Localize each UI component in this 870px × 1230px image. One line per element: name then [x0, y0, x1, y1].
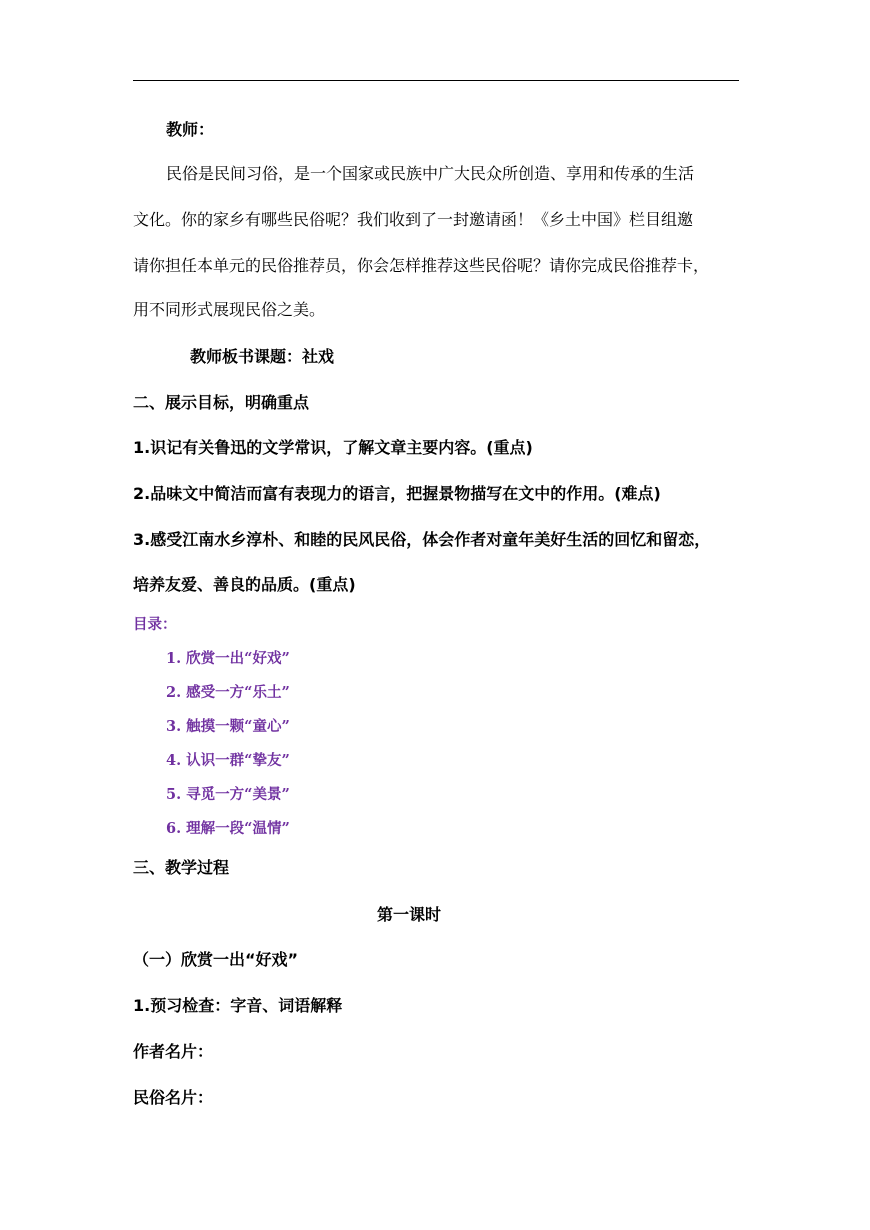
- header-rule: [133, 80, 739, 81]
- intro-paragraph-line-1: 民俗是民间习俗，是一个国家或民族中广大民众所创造、享用和传承的生活: [166, 164, 695, 183]
- intro-paragraph-line-4: 用不同形式展现民俗之美。: [133, 300, 326, 319]
- board-title: 教师板书课题：社戏: [190, 347, 335, 366]
- toc-label: 目录：: [133, 616, 177, 633]
- goal-3: 3.感受江南水乡淳朴、和睦的民风民俗，体会作者对童年美好生活的回忆和留恋，: [133, 530, 711, 549]
- toc-item-1[interactable]: 1. 欣赏一出“好戏”: [166, 650, 290, 667]
- author-card-label: 作者名片：: [133, 1042, 214, 1061]
- preview-check: 1.预习检查：字音、词语解释: [133, 996, 343, 1015]
- toc-item-6[interactable]: 6. 理解一段“温情”: [166, 820, 290, 837]
- section-3-heading: 三、教学过程: [133, 858, 230, 877]
- custom-card-label: 民俗名片：: [133, 1088, 214, 1107]
- intro-paragraph-line-3: 请你担任本单元的民俗推荐员，你会怎样推荐这些民俗呢？请你完成民俗推荐卡，: [133, 256, 710, 275]
- intro-paragraph-line-2: 文化。你的家乡有哪些民俗呢？我们收到了一封邀请函！《乡土中国》栏目组邀: [133, 210, 694, 229]
- section-2-heading: 二、展示目标，明确重点: [133, 393, 310, 412]
- lesson-title: 第一课时: [377, 905, 442, 924]
- toc-item-2[interactable]: 2. 感受一方“乐土”: [166, 684, 290, 701]
- toc-item-3[interactable]: 3. 触摸一颗“童心”: [166, 718, 290, 735]
- teacher-label: 教师：: [166, 120, 215, 139]
- goal-2: 2.品味文中简洁而富有表现力的语言，把握景物描写在文中的作用。(难点): [133, 484, 661, 503]
- goal-1: 1.识记有关鲁迅的文学常识，了解文章主要内容。(重点): [133, 438, 533, 457]
- toc-item-5[interactable]: 5. 寻觅一方“美景”: [166, 786, 290, 803]
- part-1-heading: （一）欣赏一出“好戏”: [133, 950, 299, 969]
- toc-item-4[interactable]: 4. 认识一群“挚友”: [166, 752, 290, 769]
- goal-3-continued: 培养友爱、善良的品质。(重点): [133, 575, 356, 594]
